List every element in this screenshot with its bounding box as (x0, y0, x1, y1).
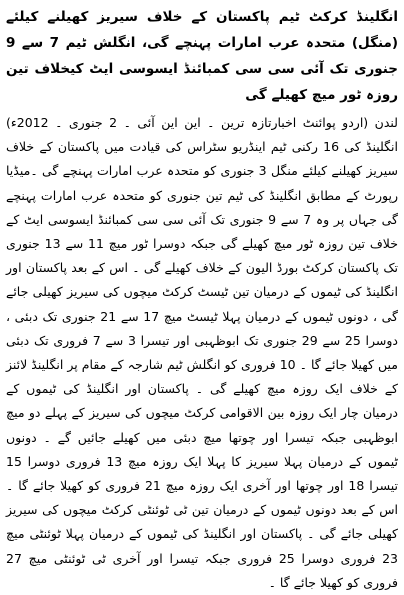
article-body: لندن (اردو پوائنٹ اخبارتازہ ترین ۔ این این آئی ۔ 2 جنوری ۔ 2012ء) انگلینڈ کی 16 رکنی ٹیم اینڈریو سٹراس کی قیادت میں پاکستان کے خلاف سیریز کھیلنے کیلئے منگل 3 جنوری کو متحدہ عرب امارات پہنچے گی ۔میڈیا رپورٹ کے مطابق انگلینڈ کی ٹیم تین جنوری کو متحدہ عرب امارات پہنچے گی جہاں پر وہ 7 سے 9 جنوری تک آئی سی سی کمبائنڈ ایسوسی ایٹ کے خلاف تین روزہ ٹور میچ کھیلے گی جبکہ دوسرا ٹور میچ 11 سے 13 جنوری تک پاکستان کرکٹ بورڈ الیون کے خلاف کھیلے گی ۔ اس کے بعد پاکستان اور انگلینڈ کی ٹیموں کے درمیان تین ٹیسٹ کرکٹ میچوں کی سیریز کھیلی جائے گی ، دونوں ٹیموں کے درمیان پہلا ٹیسٹ میچ 17 سے 21 جنوری تک دبئی ، دوسرا 25 سے 29 جنوری تک ابوظہبی اور تیسرا 3 سے 7 فروری تک دبئی میں کھیلا جائے گا ۔ 10 فروری کو انگلش ٹیم شارجہ کے مقام پر انگلینڈ لائنز کے خلاف ایک روزہ میچ کھیلے گی ۔ پاکستان اور انگلینڈ کی ٹیموں کے درمیان چار ایک روزہ بین الاقوامی کرکٹ میچوں کی سیریز کے پہلے دو میچ ابوظہبی جبکہ تیسرا اور چوتھا میچ دبئی میں کھیلے جائیں گے ۔ دونوں ٹیموں کے درمیان پہلا سیریز کا پہلا ایک روزہ میچ 13 فروری دوسرا 15 تیسرا 18 اور چوتھا اور آخری ایک روزہ میچ 21 فروری کو کھیلا جائے گا ۔ اس کے بعد دونوں ٹیموں کے درمیان تین ٹی ٹوئنٹی کرکٹ میچوں کی سیریز کھیلی جائے گی ۔ پاکستان اور انگلینڈ کی ٹیموں کے درمیان پہلا ٹوئنٹی میچ 23 فروری دوسرا 25 فروری جبکہ تیسرا اور آخری ٹی ٹوئنٹی میچ 27 فروری کو کھیلا جائے گا ۔ (6, 115, 399, 590)
article-headline: انگلینڈ کرکٹ ٹیم پاکستان کے خلاف سیریز کھیلنے کیلئے (منگل) متحدہ عرب امارات پہنچے گی، انگلش ٹیم 7 سے 9 جنوری تک آئی سی سی کمبائنڈ ایسوسی ایٹ کیخلاف تین روزہ ٹور میچ کھیلے گی (6, 9, 398, 103)
